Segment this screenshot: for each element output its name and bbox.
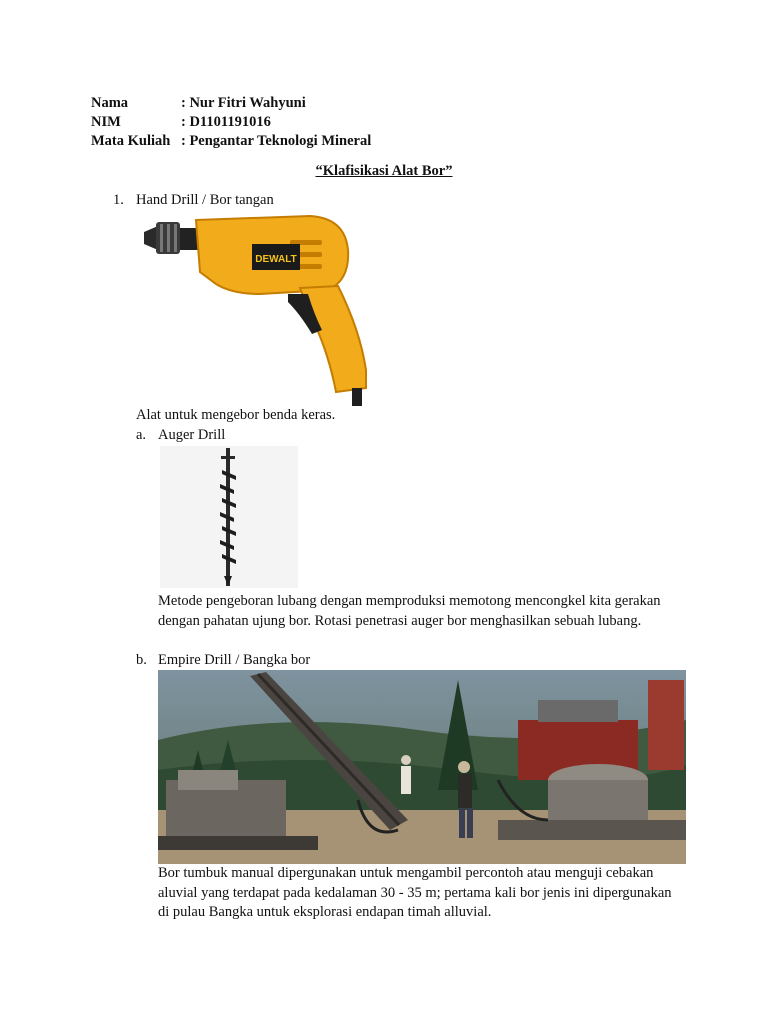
section-1-heading: Hand Drill / Bor tangan xyxy=(136,192,274,208)
item-a-description: Metode pengeboran lubang dengan memproduksi memotong mencongkel kita gerakan dengan pahatan ujung bor. Rotasi penetrasi auger bor menghasilkan sebuah lubang. xyxy=(158,593,661,629)
header-label: Nama xyxy=(91,95,129,111)
hand-drill-image xyxy=(140,210,375,406)
header-label: Mata Kuliah xyxy=(91,133,171,149)
item-b-heading: Empire Drill / Bangka bor xyxy=(158,652,311,668)
item-b-letter: b. xyxy=(136,652,147,668)
item-b-description: Bor tumbuk manual dipergunakan untuk mengambil percontoh atau menguji cebakan aluvial yang terdapat pada kedalaman 30 - 35 m; pertama kali bor jenis ini dipergunakan di pulau Bangka untuk eksplorasi endapan timah alluvial. xyxy=(158,865,672,920)
header-row-mata-kuliah xyxy=(91,131,371,151)
item-a-letter: a. xyxy=(136,427,147,443)
header-value: : Nur Fitri Wahyuni xyxy=(181,95,306,111)
drill-brand-logo: DEWALT xyxy=(255,254,297,265)
section-1-number: 1. xyxy=(113,192,124,208)
header-label: NIM xyxy=(91,114,121,130)
header-row-nama xyxy=(91,93,306,113)
document-title: “Klafisikasi Alat Bor” xyxy=(315,163,453,179)
header-value: : Pengantar Teknologi Mineral xyxy=(181,133,372,149)
hand-drill-caption: Alat untuk mengebor benda keras. xyxy=(136,407,336,423)
header-value: : D1101191016 xyxy=(181,114,271,130)
item-a-heading: Auger Drill xyxy=(158,427,226,443)
empire-drill-photo xyxy=(158,670,686,864)
header-row-nim xyxy=(91,112,271,132)
auger-drill-image xyxy=(160,446,298,588)
